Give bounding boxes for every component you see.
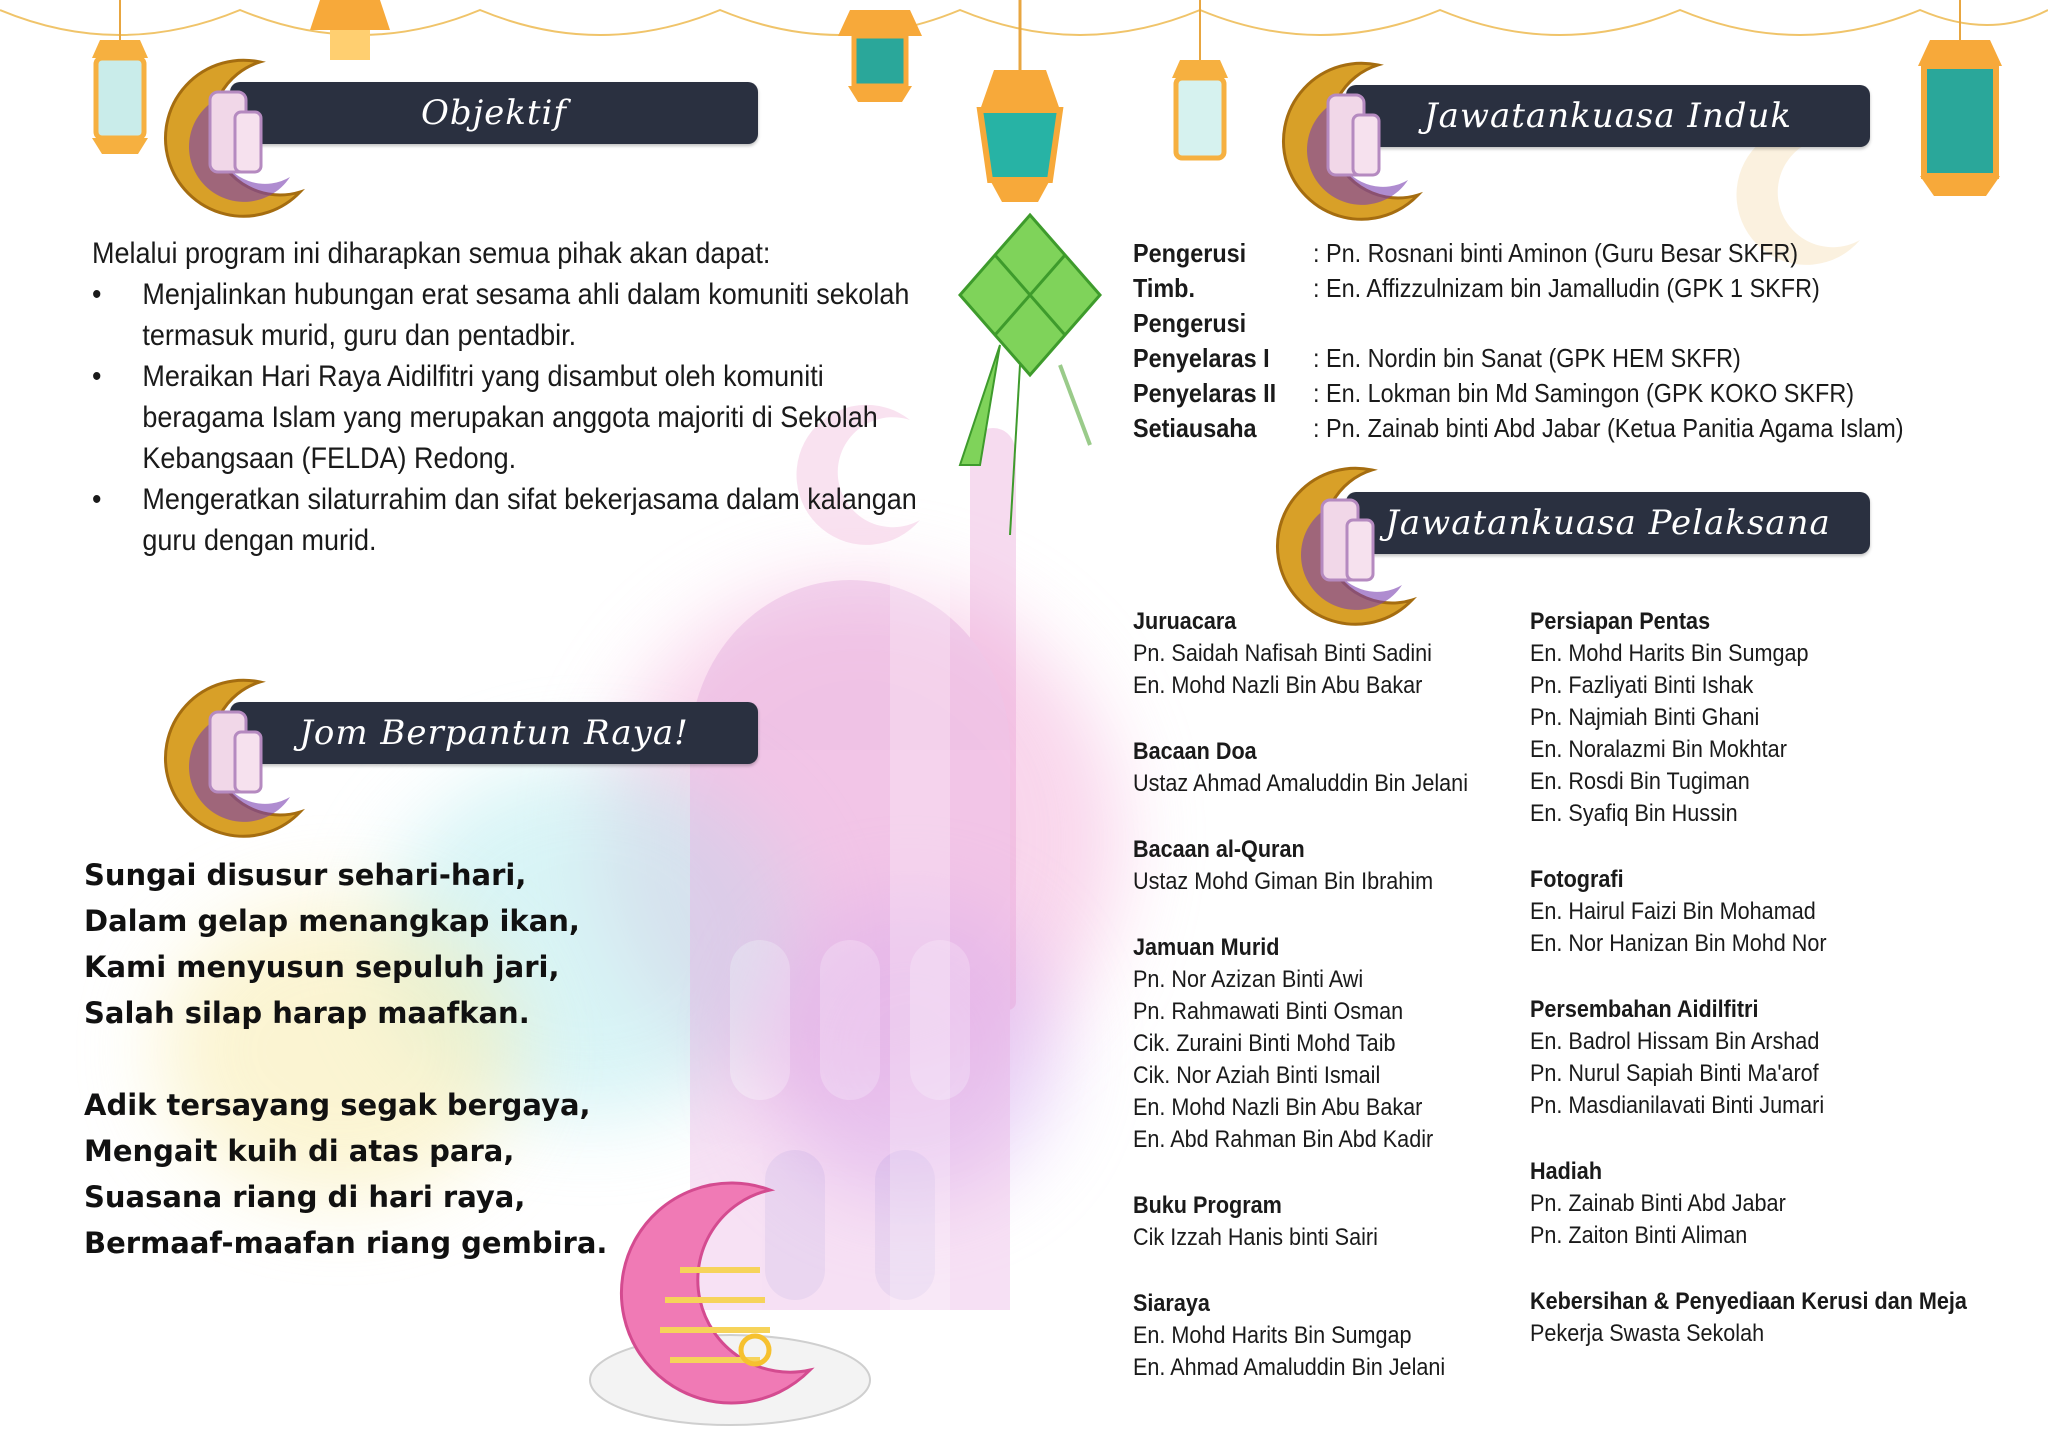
committee-title: Buku Program (1133, 1192, 1282, 1219)
committee-group (1530, 994, 2007, 1122)
objektif-content (92, 234, 922, 561)
crescent-lantern-icon (1258, 55, 1428, 225)
bullet-icon: • (92, 278, 102, 311)
induk-role: Pengerusi (1133, 238, 1247, 268)
committee-member: En. Abd Rahman Bin Abd Kadir (1133, 1126, 1434, 1153)
objektif-intro: Melalui program ini diharapkan semua pihak akan dapat: (92, 237, 771, 270)
list-item (92, 274, 920, 356)
committee-member: Ustaz Mohd Giman Bin Ibrahim (1133, 868, 1434, 895)
objektif-item-text: Mengeratkan silaturrahim dan sifat bekerjasama dalam kalangan guru dengan murid. (142, 483, 917, 557)
induk-name: : Pn. Rosnani binti Aminon (Guru Besar SKFR) (1313, 238, 1799, 268)
committee-group (1133, 834, 1511, 898)
hanging-lantern-icon (1140, 0, 1260, 190)
crescent-lantern-icon (1252, 460, 1422, 630)
committee-group (1133, 606, 1511, 702)
committee-member: En. Mohd Nazli Bin Abu Bakar (1133, 672, 1423, 699)
induk-name: : En. Lokman bin Md Samingon (GPK KOKO SKFR) (1313, 378, 1855, 408)
pelaksana-title: Jawatankuasa Pelaksana (1385, 503, 1831, 543)
committee-group (1530, 1286, 2007, 1350)
induk-name: : En. Nordin bin Sanat (GPK HEM SKFR) (1313, 343, 1741, 373)
induk-role: Setiausaha (1133, 413, 1257, 443)
committee-member: Cik. Zuraini Binti Mohd Taib (1133, 1030, 1396, 1057)
hanging-lantern-icon (1880, 0, 2030, 220)
pantun-title: Jom Berpantun Raya! (299, 713, 689, 753)
committee-group (1530, 1156, 2007, 1252)
pantun-line: Sungai disusur sehari-hari, (84, 858, 527, 892)
committee-member: En. Syafiq Bin Hussin (1530, 800, 1738, 827)
ketupat-icon (940, 205, 1120, 545)
committee-member: Pn. Zaiton Binti Aliman (1530, 1222, 1748, 1249)
pantun-line: Adik tersayang segak bergaya, (84, 1088, 591, 1122)
committee-member: Pn. Fazliyati Binti Ishak (1530, 672, 1754, 699)
committee-member: Pn. Masdianilavati Binti Jumari (1530, 1092, 1825, 1119)
committee-member: Pekerja Swasta Sekolah (1530, 1320, 1765, 1347)
pantun-line: Salah silap harap maafkan. (84, 996, 530, 1030)
committee-title: Bacaan al-Quran (1133, 836, 1305, 863)
pantun-stanza (84, 1082, 607, 1266)
bullet-icon: • (92, 360, 102, 393)
committee-member: En. Mohd Harits Bin Sumgap (1530, 640, 1809, 667)
induk-title: Jawatankuasa Induk (1424, 96, 1792, 136)
committee-title: Jamuan Murid (1133, 934, 1280, 961)
committee-member: Pn. Najmiah Binti Ghani (1530, 704, 1760, 731)
objektif-title: Objektif (420, 93, 568, 133)
committee-title: Hadiah (1530, 1158, 1603, 1185)
induk-role: Penyelaras II (1133, 378, 1277, 408)
committee-member: En. Noralazmi Bin Mokhtar (1530, 736, 1787, 763)
pantun-line: Suasana riang di hari raya, (84, 1180, 526, 1214)
induk-name: : En. Affizzulnizam bin Jamalludin (GPK 1 SKFR) (1313, 273, 1820, 303)
committee-member: En. Badrol Hissam Bin Arshad (1530, 1028, 1820, 1055)
committee-group (1530, 606, 2007, 830)
committee-member: Pn. Nor Azizan Binti Awi (1133, 966, 1364, 993)
committee-group (1530, 864, 2007, 960)
pantun-line: Mengait kuih di atas para, (84, 1134, 515, 1168)
committee-member: En. Hairul Faizi Bin Mohamad (1530, 898, 1816, 925)
pelaksana-title-banner (1346, 492, 1870, 554)
induk-role: Penyelaras I (1133, 343, 1270, 373)
hanging-lantern-icon (960, 0, 1080, 220)
crescent-cloud-icon (560, 1170, 880, 1440)
pelaksana-right-column (1530, 606, 2007, 1384)
committee-member: Cik. Nor Aziah Binti Ismail (1133, 1062, 1381, 1089)
table-row (1133, 341, 1943, 376)
crescent-lantern-icon (140, 52, 310, 222)
committee-title: Fotografi (1530, 866, 1624, 893)
committee-title: Juruacara (1133, 608, 1237, 635)
pantun-line: Dalam gelap menangkap ikan, (84, 904, 580, 938)
pantun-line: Kami menyusun sepuluh jari, (84, 950, 560, 984)
committee-member: Pn. Saidah Nafisah Binti Sadini (1133, 640, 1432, 667)
committee-group (1133, 932, 1511, 1156)
induk-name: : Pn. Zainab binti Abd Jabar (Ketua Panitia Agama Islam) (1313, 413, 1904, 443)
table-row (1133, 271, 1943, 341)
bullet-icon: • (92, 483, 102, 516)
committee-member: Cik Izzah Hanis binti Sairi (1133, 1224, 1378, 1251)
committee-member: En. Rosdi Bin Tugiman (1530, 768, 1750, 795)
committee-group (1133, 736, 1511, 800)
committee-member: Ustaz Ahmad Amaluddin Bin Jelani (1133, 770, 1468, 797)
committee-title: Bacaan Doa (1133, 738, 1257, 765)
table-row (1133, 411, 1943, 446)
committee-member: Pn. Nurul Sapiah Binti Ma'arof (1530, 1060, 1819, 1087)
crescent-lantern-icon (140, 672, 310, 842)
pantun-stanza (84, 852, 607, 1036)
objektif-item-text: Meraikan Hari Raya Aidilfitri yang disambut oleh komuniti beragama Islam yang merupakan anggota majoriti di Sekolah Kebangsaan (FELDA) Redong. (142, 360, 878, 475)
committee-title: Persembahan Aidilfitri (1530, 996, 1759, 1023)
committee-title: Persiapan Pentas (1530, 608, 1711, 635)
hanging-lantern-icon (820, 0, 940, 120)
induk-table (1133, 236, 1943, 446)
committee-member: En. Nor Hanizan Bin Mohd Nor (1530, 930, 1827, 957)
committee-title: Siaraya (1133, 1290, 1210, 1317)
committee-member: Pn. Zainab Binti Abd Jabar (1530, 1190, 1786, 1217)
committee-member: En. Ahmad Amaluddin Bin Jelani (1133, 1354, 1446, 1381)
induk-role: Timb. Pengerusi (1133, 273, 1247, 338)
committee-member: En. Mohd Harits Bin Sumgap (1133, 1322, 1412, 1349)
committee-group (1133, 1288, 1511, 1384)
committee-member: En. Mohd Nazli Bin Abu Bakar (1133, 1094, 1423, 1121)
committee-group (1133, 1190, 1511, 1254)
committee-title: Kebersihan & Penyediaan Kerusi dan Meja (1530, 1288, 1967, 1315)
table-row (1133, 376, 1943, 411)
pantun-content (84, 852, 607, 1312)
table-row (1133, 236, 1943, 271)
list-item (92, 479, 920, 561)
objektif-item-text: Menjalinkan hubungan erat sesama ahli dalam komuniti sekolah termasuk murid, guru dan pentadbir. (142, 278, 910, 352)
list-item (92, 356, 920, 479)
committee-member: Pn. Rahmawati Binti Osman (1133, 998, 1404, 1025)
pelaksana-left-column (1133, 606, 1511, 1418)
pantun-line: Bermaaf-maafan riang gembira. (84, 1226, 608, 1260)
objektif-list (92, 274, 920, 561)
